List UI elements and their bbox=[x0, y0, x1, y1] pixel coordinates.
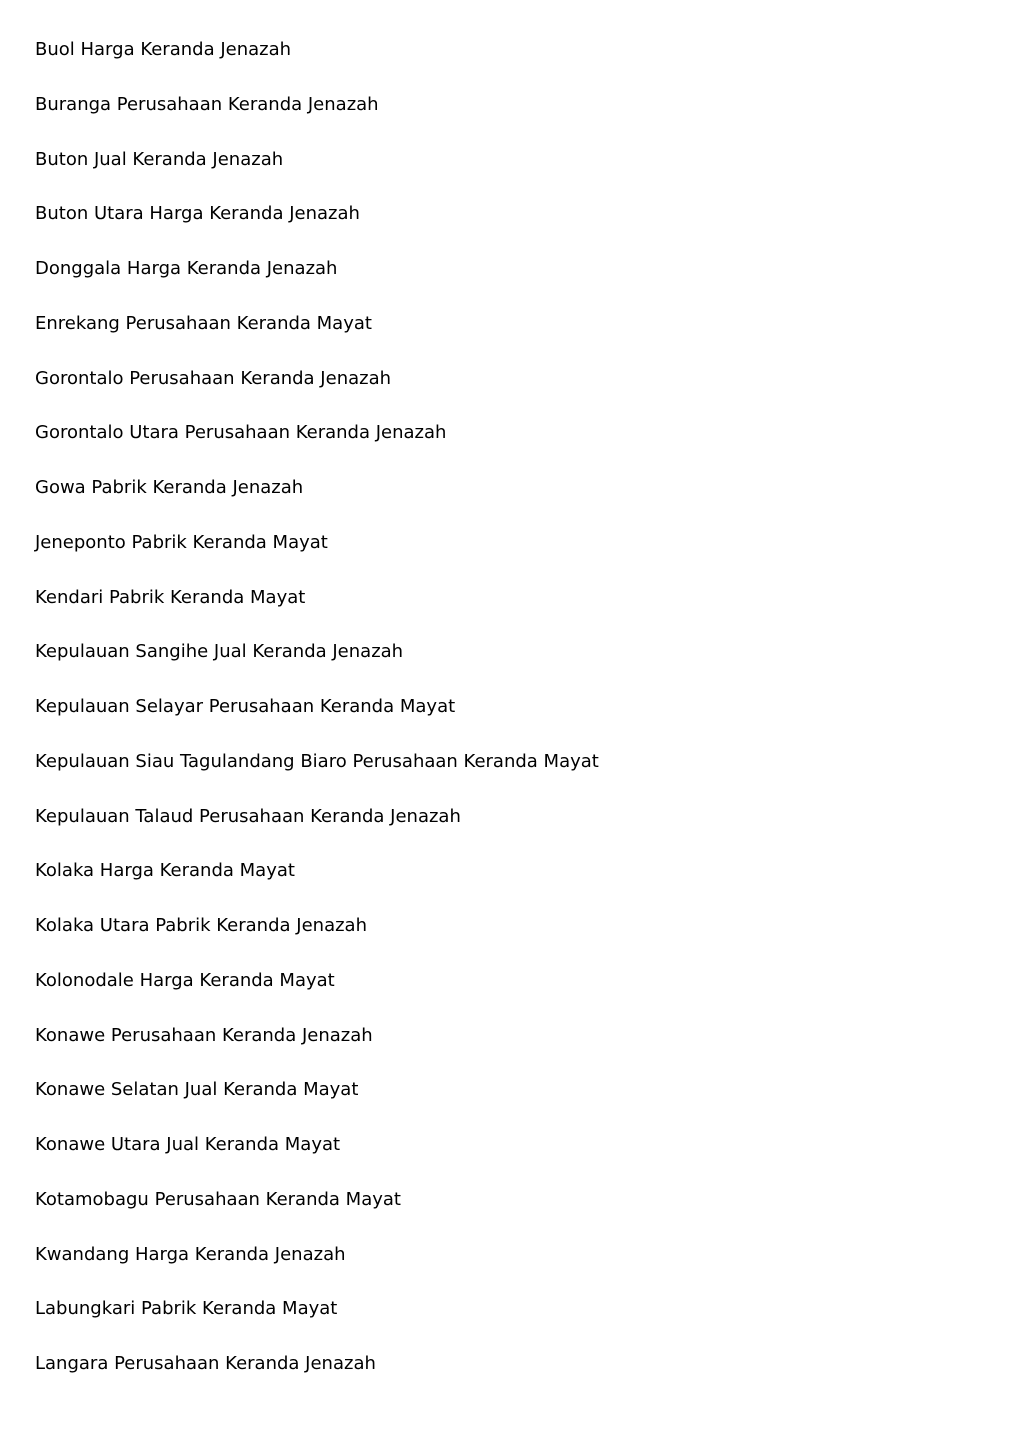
list-item: Konawe Perusahaan Keranda Jenazah bbox=[35, 1024, 373, 1046]
list-item: Kendari Pabrik Keranda Mayat bbox=[35, 586, 306, 608]
list-item: Enrekang Perusahaan Keranda Mayat bbox=[35, 312, 372, 334]
list-item: Kepulauan Siau Tagulandang Biaro Perusahaan Keranda Mayat bbox=[35, 750, 599, 772]
list-item: Labungkari Pabrik Keranda Mayat bbox=[35, 1298, 338, 1320]
list-item: Kotamobagu Perusahaan Keranda Mayat bbox=[35, 1188, 401, 1210]
list-item: Kolonodale Harga Keranda Mayat bbox=[35, 969, 335, 991]
list-item: Gorontalo Perusahaan Keranda Jenazah bbox=[35, 367, 392, 389]
list-item: Konawe Selatan Jual Keranda Mayat bbox=[35, 1079, 359, 1101]
list-item: Buol Harga Keranda Jenazah bbox=[35, 39, 292, 60]
list-item: Langara Perusahaan Keranda Jenazah bbox=[35, 1353, 376, 1374]
list-item: Kolaka Utara Pabrik Keranda Jenazah bbox=[35, 915, 367, 936]
list-item: Gorontalo Utara Perusahaan Keranda Jenazah bbox=[35, 422, 447, 444]
list-item: Buton Utara Harga Keranda Jenazah bbox=[35, 203, 360, 225]
list-item: Buranga Perusahaan Keranda Jenazah bbox=[35, 93, 379, 115]
list-item: Donggala Harga Keranda Jenazah bbox=[35, 258, 338, 279]
list-item: Konawe Utara Jual Keranda Mayat bbox=[35, 1134, 341, 1155]
list-item: Jeneponto Pabrik Keranda Mayat bbox=[35, 531, 328, 553]
keyword-list bbox=[35, 37, 599, 1406]
list-item: Kwandang Harga Keranda Jenazah bbox=[35, 1243, 346, 1265]
list-item: Gowa Pabrik Keranda Jenazah bbox=[35, 477, 304, 498]
list-item: Kepulauan Selayar Perusahaan Keranda Mayat bbox=[35, 696, 456, 717]
list-item: Kolaka Harga Keranda Mayat bbox=[35, 860, 295, 882]
list-item: Kepulauan Talaud Perusahaan Keranda Jenazah bbox=[35, 805, 461, 827]
list-item: Buton Jual Keranda Jenazah bbox=[35, 148, 284, 170]
list-item: Kepulauan Sangihe Jual Keranda Jenazah bbox=[35, 641, 404, 663]
